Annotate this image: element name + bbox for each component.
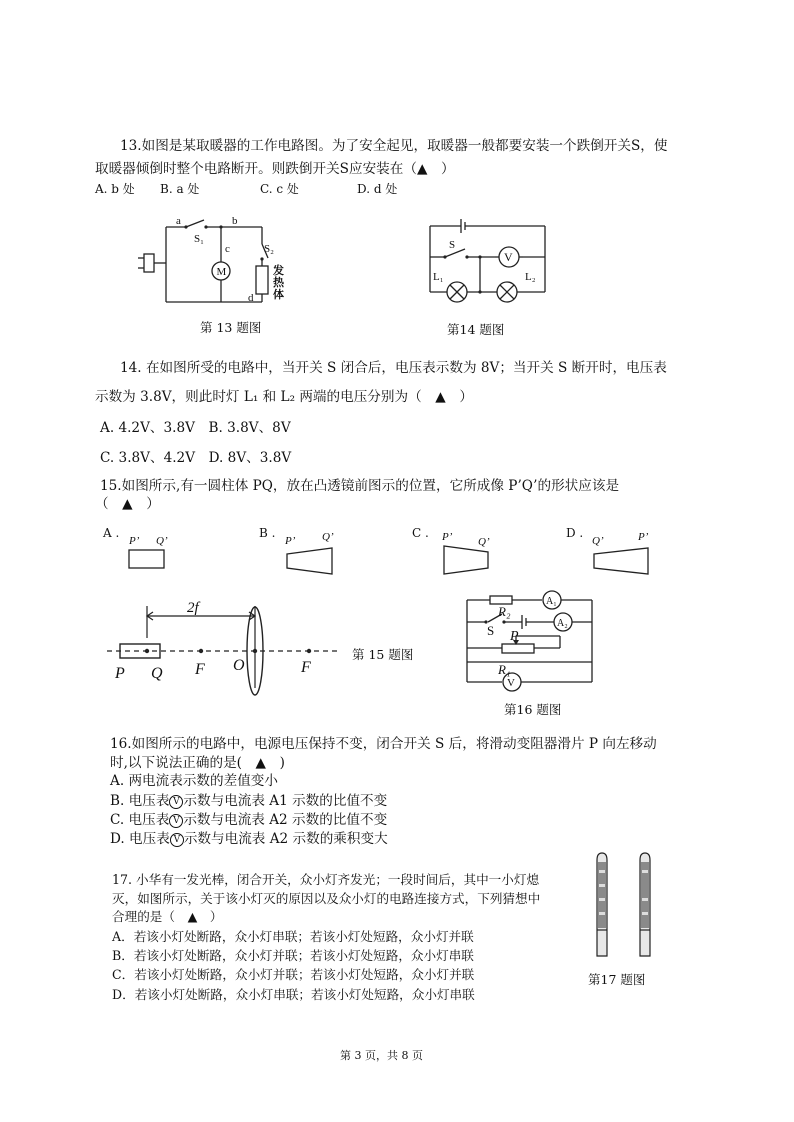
q13-caption: 第 13 题图 xyxy=(200,320,262,335)
fig13-heater-char1: 发 xyxy=(273,265,284,277)
q15-option-d-letter: D . xyxy=(566,526,584,540)
svg-text:Q’: Q’ xyxy=(156,535,168,547)
svg-text:P’: P’ xyxy=(129,535,140,547)
q13-stem-line1: 13.如图是某取暖器的工作电路图。为了安全起见，取暖器一般都要安装一个跌倒开关S，使 xyxy=(120,138,668,154)
q15-option-d-figure xyxy=(590,530,660,576)
q17-glow-stick-figure xyxy=(588,850,668,962)
q14-options-cd: C. 3.8V、4.2V D. 8V、3.8V xyxy=(100,450,292,466)
fig13-label-s2: S₂ xyxy=(264,243,274,255)
q15-option-b-figure xyxy=(282,530,342,576)
q13-option-a: A. b 处 xyxy=(95,182,135,196)
fig13-label-s1: S₁ xyxy=(194,233,204,245)
q15-option-c-letter: C . xyxy=(412,526,429,540)
q15-caption: 第 15 题图 xyxy=(352,647,414,662)
q14-stem-line1: 14. 在如图所受的电路中，当开关 S 闭合后，电压表示数为 8V；当开关 S 断开时，电压表 xyxy=(120,360,667,376)
page-footer: 第 3 页，共 8 页 xyxy=(340,1049,423,1062)
fig13-label-a: a xyxy=(176,215,181,227)
fig16-label-r1: R₁ xyxy=(498,662,511,677)
fig13-label-c: c xyxy=(225,243,230,255)
svg-text:P’: P’ xyxy=(638,531,649,543)
q17-option-d: D．若该小灯处断路，众小灯串联；若该小灯处短路，众小灯串联 xyxy=(112,987,475,1002)
svg-text:Q’: Q’ xyxy=(322,531,334,543)
q17-stem-line3: 合理的是（ ▲ ） xyxy=(112,909,223,924)
q15-option-c-figure xyxy=(440,530,500,576)
q13-option-b: B. a 处 xyxy=(160,182,200,196)
q15-option-a-letter: A . xyxy=(103,526,120,540)
q15-stem-line1: 15.如图所示,有一圆柱体 PQ，放在凸透镜前图示的位置，它所成像 P’Q’的形状应该是 xyxy=(100,478,620,494)
q13-circuit-figure xyxy=(136,212,296,312)
fig15-label-q: Q xyxy=(151,665,163,682)
fig13-label-b: b xyxy=(232,215,238,227)
fig13-heater-char2: 热 xyxy=(273,277,284,289)
fig14-label-v: V xyxy=(504,250,513,264)
q17-option-c: C．若该小灯处断路，众小灯并联；若该小灯处短路，众小灯并联 xyxy=(112,967,475,982)
q15-option-b-letter: B . xyxy=(259,526,276,540)
q17-option-b: B．若该小灯处断路，众小灯并联；若该小灯处短路，众小灯串联 xyxy=(112,948,474,963)
fig16-label-s: S xyxy=(487,623,495,638)
svg-text:P’: P’ xyxy=(285,535,296,547)
q15-lens-figure xyxy=(105,598,345,698)
q16-option-a: A. 两电流表示数的差值变小 xyxy=(110,773,278,789)
voltmeter-symbol-icon: V xyxy=(169,795,183,809)
q14-caption: 第14 题图 xyxy=(447,322,505,337)
fig15-label-f1: F xyxy=(195,661,205,678)
q17-stem-line2: 灭，如图所示，关于该小灯灭的原因以及众小灯的电路连接方式，下列猜想中 xyxy=(112,891,541,906)
q16-stem-line1: 16.如图所示的电路中，电源电压保持不变，闭合开关 S 后，将滑动变阻器滑片 P 向左移动 xyxy=(110,736,657,752)
svg-text:Q’: Q’ xyxy=(592,535,604,547)
fig14-label-s: S xyxy=(449,239,456,251)
q17-caption: 第17 题图 xyxy=(588,972,646,987)
q16-caption: 第16 题图 xyxy=(504,702,562,717)
fig16-label-v: V xyxy=(507,677,515,689)
q15-stem-line2: （ ▲ ） xyxy=(95,496,160,512)
fig16-label-a1: A₁ xyxy=(546,596,557,607)
fig13-label-m: M xyxy=(216,266,227,278)
fig13-label-d: d xyxy=(248,292,254,304)
q16-option-b: B. 电压表 V 示数与电流表 A1 示数的比值不变 xyxy=(110,793,388,809)
q17-stem-line1: 17. 小华有一发光棒，闭合开关，众小灯齐发光；一段时间后，其中一小灯熄 xyxy=(112,872,540,887)
fig15-label-o: O xyxy=(233,657,245,674)
svg-text:Q’: Q’ xyxy=(478,536,490,548)
q16-option-c: C. 电压表 V 示数与电流表 A2 示数的比值不变 xyxy=(110,812,388,828)
svg-text:P’: P’ xyxy=(442,531,453,543)
q16-stem-line2: 时,以下说法正确的是( ▲ ) xyxy=(110,755,285,771)
heater-resistor xyxy=(256,266,268,294)
fig15-label-p: P xyxy=(115,665,125,682)
q13-option-d: D. d 处 xyxy=(357,182,398,196)
q14-stem-line2: 示数为 3.8V，则此时灯 L₁ 和 L₂ 两端的电压分别为（ ▲ ） xyxy=(95,389,473,405)
fig16-label-p: P xyxy=(510,629,519,644)
fig15-label-f2: F xyxy=(301,659,311,676)
voltmeter-symbol-icon: V xyxy=(169,814,183,828)
fig13-heater-char3: 体 xyxy=(273,289,284,301)
q13-stem-line2: 取暖器倾倒时整个电路断开。则跌倒开关S应安装在（▲ ） xyxy=(95,161,455,177)
plug-icon xyxy=(144,254,154,272)
fig16-label-r2: R₂ xyxy=(498,604,511,619)
fig14-label-l2: L₂ xyxy=(525,271,536,283)
voltmeter-symbol-icon: V xyxy=(170,833,184,847)
fig14-label-l1: L₁ xyxy=(433,271,444,283)
q14-circuit-figure xyxy=(425,216,555,306)
q14-options-ab: A. 4.2V、3.8V B. 3.8V、8V xyxy=(100,420,291,436)
q17-option-a: A．若该小灯处断路，众小灯串联；若该小灯处短路，众小灯并联 xyxy=(112,929,474,944)
q15-option-a-figure xyxy=(125,532,175,572)
q13-option-c: C. c 处 xyxy=(260,182,299,196)
fig16-label-a2: A₂ xyxy=(557,618,568,629)
q16-circuit-figure xyxy=(462,590,598,694)
q16-option-d: D. 电压表 V 示数与电流表 A2 示数的乘积变大 xyxy=(110,831,388,847)
fig15-label-2f: 2f xyxy=(187,600,199,616)
